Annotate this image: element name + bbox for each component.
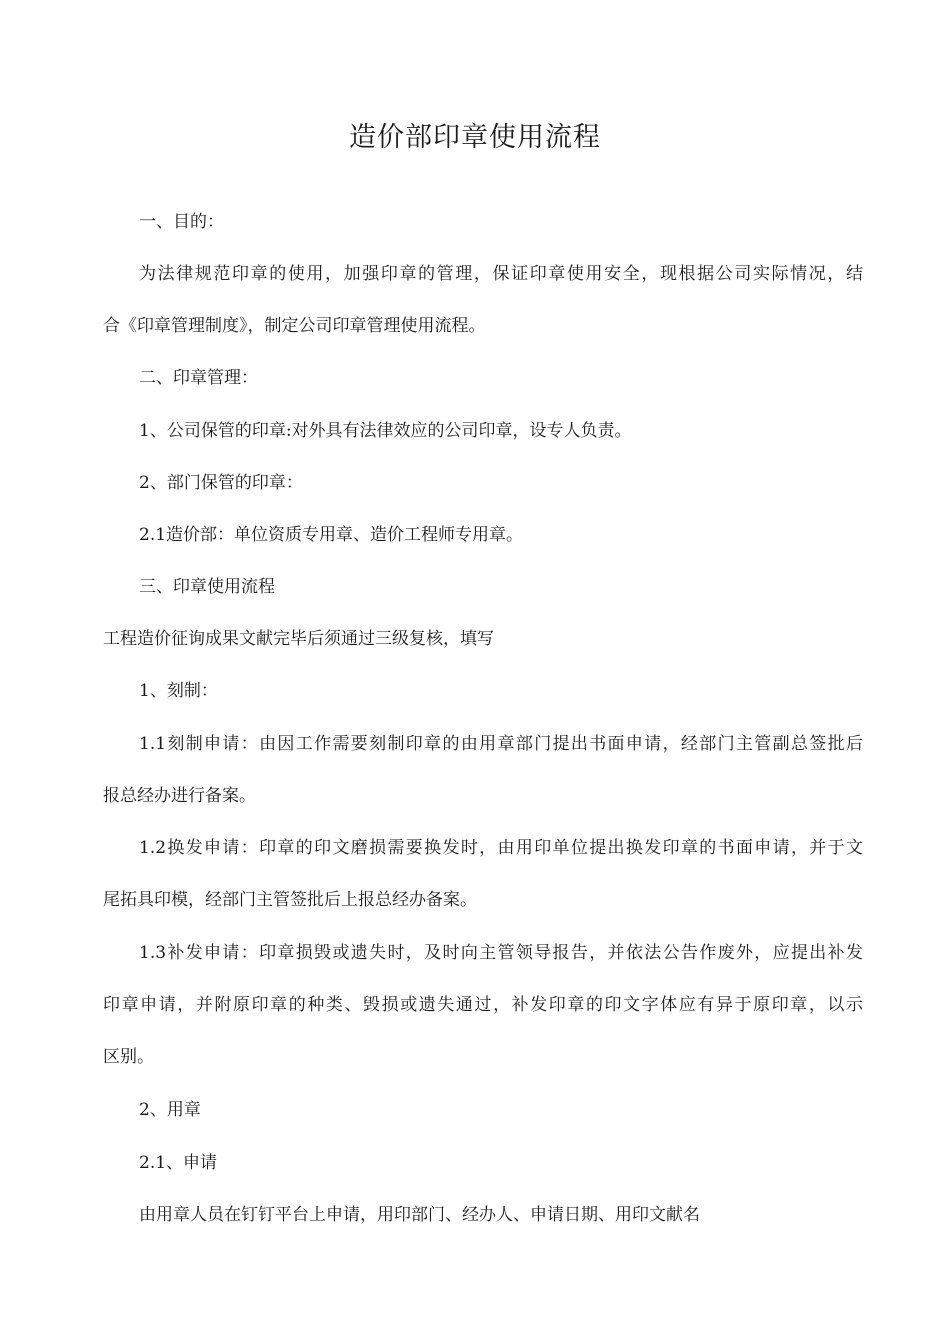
list-item: 2、用章 bbox=[139, 1100, 201, 1120]
paragraph-line: 尾拓具印模，经部门主管签批后上报总经办备案。 bbox=[103, 890, 477, 910]
section-heading-usage-process: 三、印章使用流程 bbox=[139, 577, 275, 597]
paragraph-line: 1.1刻制申请：由因工作需要刻制印章的由用章部门提出书面申请，经部门主管副总签批后 bbox=[139, 734, 863, 754]
paragraph-line: 1.2换发申请：印章的印文磨损需要换发时，由用印单位提出换发印章的书面申请，并于文 bbox=[139, 838, 863, 858]
section-heading-seal-management: 二、印章管理： bbox=[139, 368, 258, 388]
list-item: 2、部门保管的印章： bbox=[139, 473, 303, 493]
paragraph-line: 为法律规范印章的使用，加强印章的管理，保证印章使用安全，现根据公司实际情况，结 bbox=[139, 264, 863, 284]
paragraph-line: 区别。 bbox=[103, 1047, 154, 1067]
paragraph-line: 印章申请，并附原印章的种类、毁损或遗失通过，补发印章的印文字体应有异于原印章，以示 bbox=[103, 995, 863, 1015]
list-item: 2.1、申请 bbox=[139, 1153, 218, 1173]
paragraph-line: 工程造价征询成果文献完毕后须通过三级复核，填写 bbox=[103, 629, 494, 649]
list-item: 1、刻制： bbox=[139, 681, 218, 701]
paragraph-line: 合《印章管理制度》，制定公司印章管理使用流程。 bbox=[103, 316, 486, 336]
section-heading-purpose: 一、目的： bbox=[139, 212, 224, 232]
document-title: 造价部印章使用流程 bbox=[349, 122, 601, 153]
paragraph-line: 报总经办进行备案。 bbox=[103, 786, 256, 806]
list-item: 1、公司保管的印章:对外具有法律效应的公司印章，设专人负责。 bbox=[139, 421, 632, 441]
paragraph-line: 由用章人员在钉钉平台上申请，用印部门、经办人、申请日期、用印文献名 bbox=[139, 1205, 700, 1225]
list-item: 2.1造价部：单位资质专用章、造价工程师专用章。 bbox=[139, 525, 524, 545]
paragraph-line: 1.3补发申请：印章损毁或遗失时，及时向主管领导报告，并依法公告作废外，应提出补发 bbox=[139, 943, 863, 963]
